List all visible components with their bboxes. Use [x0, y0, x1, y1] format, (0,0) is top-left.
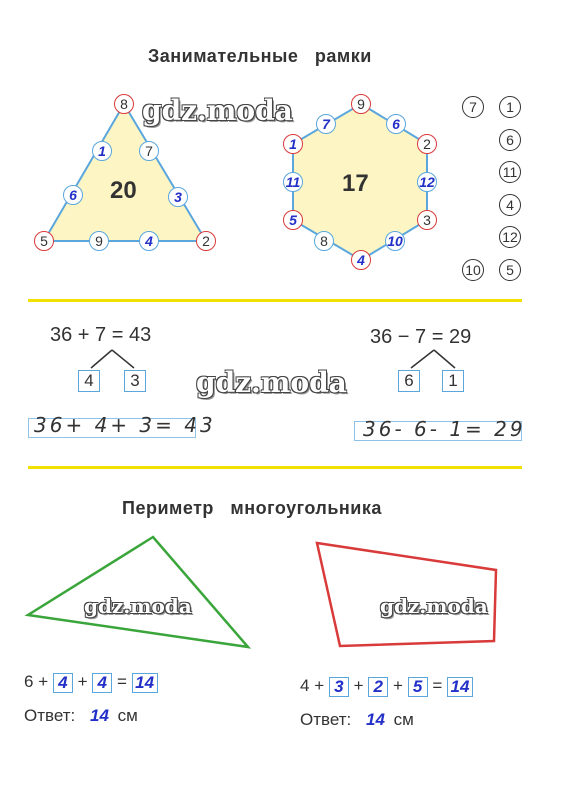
- triangle-bottom-2: 4: [139, 231, 159, 251]
- hexagon-blue-right: 12: [417, 172, 437, 192]
- watermark: gdz.moda: [84, 594, 192, 618]
- triangle-vertex-top: 8: [114, 94, 134, 114]
- triangle-left-2: 6: [63, 185, 83, 205]
- pool-number: 1: [499, 96, 521, 118]
- perimeter-box: 14: [447, 677, 473, 697]
- hexagon-red-lower-left: 5: [283, 210, 303, 230]
- hexagon-red-lower-right: 3: [417, 210, 437, 230]
- side-1: 6: [24, 672, 34, 691]
- hexagon-red-bottom: 4: [351, 250, 371, 270]
- subtrahend-split-2: 1: [442, 370, 464, 392]
- side-3-box: 2: [368, 677, 388, 697]
- answer-value: 14: [365, 710, 385, 729]
- perimeter-equation-left: 6 + 4 + 4 = 14: [24, 672, 158, 693]
- split-line-left-2: [112, 350, 134, 368]
- side-3-box: 4: [92, 673, 112, 693]
- hexagon-red-top: 9: [351, 94, 371, 114]
- split-line-left-1: [91, 350, 112, 368]
- watermark: gdz.moda: [380, 594, 488, 618]
- hexagon-blue-bottom-left: 8: [314, 231, 334, 251]
- hexagon-sum: 17: [342, 170, 369, 197]
- pool-number: 7: [462, 96, 484, 118]
- perimeter-box: 14: [132, 673, 158, 693]
- divider-2: [28, 466, 522, 469]
- watermark: gdz.moda: [196, 366, 347, 399]
- pool-number: 4: [499, 194, 521, 216]
- expr-subtraction: 36 − 7 = 29: [370, 326, 472, 348]
- hexagon-red-upper-right: 2: [417, 134, 437, 154]
- answer-left: [24, 706, 138, 726]
- answer-label: Ответ:: [24, 706, 76, 725]
- perimeter-equation-right: 4 + 3 + 2 + 5 = 14: [300, 676, 473, 697]
- triangle-bottom-1: 9: [89, 231, 109, 251]
- written-subtraction: 36- 6- 1= 29: [363, 417, 526, 441]
- addend-split-1: 4: [78, 370, 100, 392]
- triangle-sum: 20: [110, 177, 137, 204]
- pool-number: 10: [462, 259, 484, 281]
- addend-split-2: 3: [124, 370, 146, 392]
- answer-value: 14: [89, 706, 109, 725]
- pool-number: 6: [499, 129, 521, 151]
- triangle-vertex-left: 5: [34, 231, 54, 251]
- triangle-right-2: 3: [168, 187, 188, 207]
- hexagon-blue-top-left: 7: [316, 114, 336, 134]
- written-addition: 36+ 4+ 3= 43: [34, 413, 216, 437]
- subtrahend-split-1: 6: [398, 370, 420, 392]
- answer-label: Ответ:: [300, 710, 352, 729]
- green-triangle: [28, 537, 248, 647]
- hexagon-red-upper-left: 1: [283, 134, 303, 154]
- pool-number: 11: [499, 161, 521, 183]
- hexagon-blue-left: 11: [283, 172, 303, 192]
- pool-number: 12: [499, 226, 521, 248]
- answer-unit: см: [393, 710, 414, 729]
- split-line-right-1: [411, 350, 434, 368]
- triangle-left-1: 1: [92, 141, 112, 161]
- hexagon-blue-bottom-right: 10: [385, 231, 405, 251]
- pool-number: 5: [499, 259, 521, 281]
- section-title-perimeter: Периметр многоугольника: [122, 498, 382, 518]
- side-2-box: 3: [329, 677, 349, 697]
- side-1: 4: [300, 676, 310, 695]
- split-line-right-2: [434, 350, 455, 368]
- divider-1: [28, 299, 522, 302]
- section-title-frames: Занимательные рамки: [148, 46, 372, 66]
- side-4-box: 5: [408, 677, 428, 697]
- watermark: gdz.moda: [142, 94, 293, 127]
- expr-addition: 36 + 7 = 43: [50, 324, 152, 346]
- hexagon-blue-top-right: 6: [386, 114, 406, 134]
- triangle-vertex-right: 2: [196, 231, 216, 251]
- answer-right: [300, 710, 414, 730]
- triangle-right-1: 7: [139, 141, 159, 161]
- side-2-box: 4: [53, 673, 73, 693]
- answer-unit: см: [117, 706, 138, 725]
